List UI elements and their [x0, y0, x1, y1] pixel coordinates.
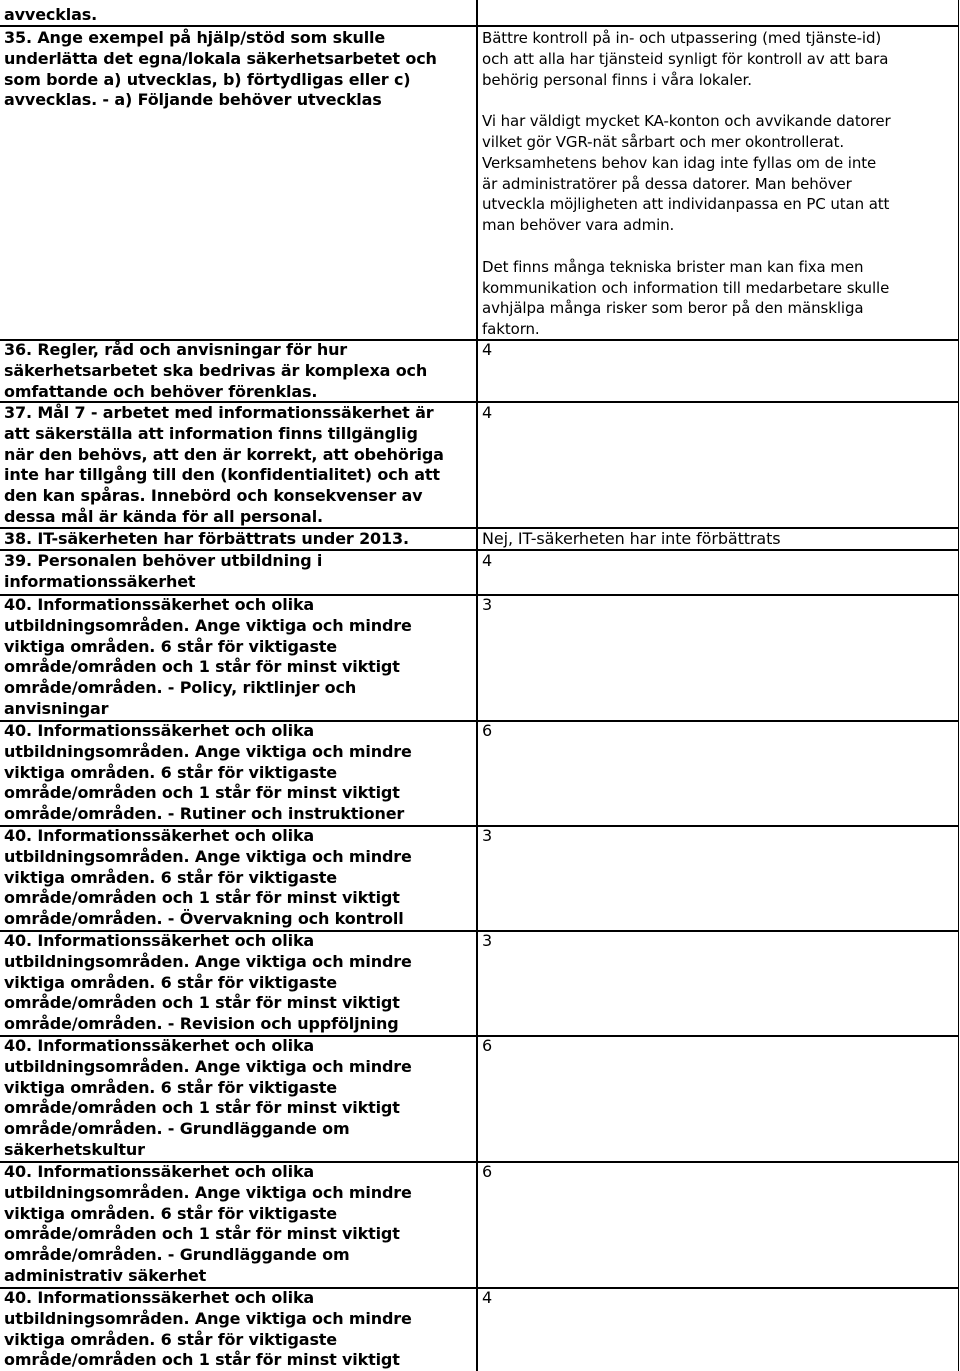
question-text: 40. Informationssäkerhet och olika utbildningsområden. Ange viktiga och mindre viktiga områden. 6 står för viktigaste område/områden och 1 står för minst viktigt område/områden. - Övervakning och kontroll [4, 826, 412, 929]
question-text: 40. Informationssäkerhet och olika utbildningsområden. Ange viktiga och mindre viktiga områden. 6 står för viktigaste område/områden och 1 står för minst viktigt [4, 1288, 412, 1370]
answer-text: Bättre kontroll på in- och utpassering (med tjänste-id) och att alla har tjänsteid synligt för kontroll av att bara behörig personal finns i våra lokaler. Vi har väldigt mycket KA-konton och avvikande datorer vilket gör VGR-nät sårbart och mer okontrollerat. Verksamhetens behov kan idag inte fyllas om de inte är administratörer på dessa datorer. Man behöver utveckla möjligheten att individanpassa en PC utan att man behöver vara admin. Det finns många tekniska brister man kan fixa men kommunikation och information till medarbetare skulle avhjälpa många risker som beror på den mänskliga faktorn. [482, 29, 891, 339]
answer-value: 3 [482, 826, 493, 845]
question-text: 40. Informationssäkerhet och olika utbildningsområden. Ange viktiga och mindre viktiga områden. 6 står för viktigaste område/områden och 1 står för minst viktigt område/områden. - Grundläggande om administrativ säkerhet [4, 1162, 412, 1285]
question-text: 39. Personalen behöver utbildning i informationssäkerhet [4, 551, 323, 591]
question-text: avvecklas. [4, 5, 98, 24]
answer-value: 6 [482, 1036, 493, 1055]
answer-value: 3 [482, 595, 493, 614]
column-divider [476, 0, 478, 1371]
answer-value: 4 [482, 403, 493, 422]
question-text: 35. Ange exempel på hjälp/stöd som skulle underlätta det egna/lokala säkerhetsarbetet och som borde a) utvecklas, b) förtydligas eller c) avvecklas. - a) Följande behöver utvecklas [4, 28, 437, 110]
answer-value: 4 [482, 340, 493, 359]
question-text: 38. IT-säkerheten har förbättrats under 2013. [4, 529, 409, 548]
question-text: 40. Informationssäkerhet och olika utbildningsområden. Ange viktiga och mindre viktiga områden. 6 står för viktigaste område/områden och 1 står för minst viktigt område/områden. - Rutiner och instruktioner [4, 721, 412, 824]
question-text: 37. Mål 7 - arbetet med informationssäkerhet är att säkerställa att information finns tillgänglig när den behövs, att den är korrekt, att obehöriga inte har tillgång till den (konfidentialitet) och att den kan spåras. Innebörd och konsekvenser av dessa mål är kända för all personal. [4, 403, 444, 526]
answer-value: 4 [482, 551, 493, 570]
answer-value: 6 [482, 1162, 493, 1181]
question-text: 40. Informationssäkerhet och olika utbildningsområden. Ange viktiga och mindre viktiga områden. 6 står för viktigaste område/områden och 1 står för minst viktigt område/områden. - Policy, riktlinjer och anvisningar [4, 595, 412, 718]
question-text: 36. Regler, råd och anvisningar för hur säkerhetsarbetet ska bedrivas är komplexa och omfattande och behöver förenklas. [4, 340, 428, 401]
answer-value: 6 [482, 721, 493, 740]
answer-value: 4 [482, 1288, 493, 1307]
answer-text: Nej, IT-säkerheten har inte förbättrats [482, 529, 781, 548]
question-text: 40. Informationssäkerhet och olika utbildningsområden. Ange viktiga och mindre viktiga områden. 6 står för viktigaste område/områden och 1 står för minst viktigt område/områden. - Grundläggande om säkerhetskultur [4, 1036, 412, 1159]
question-text: 40. Informationssäkerhet och olika utbildningsområden. Ange viktiga och mindre viktiga områden. 6 står för viktigaste område/områden och 1 står för minst viktigt område/områden. - Revision och uppföljning [4, 931, 412, 1034]
answer-value: 3 [482, 931, 493, 950]
